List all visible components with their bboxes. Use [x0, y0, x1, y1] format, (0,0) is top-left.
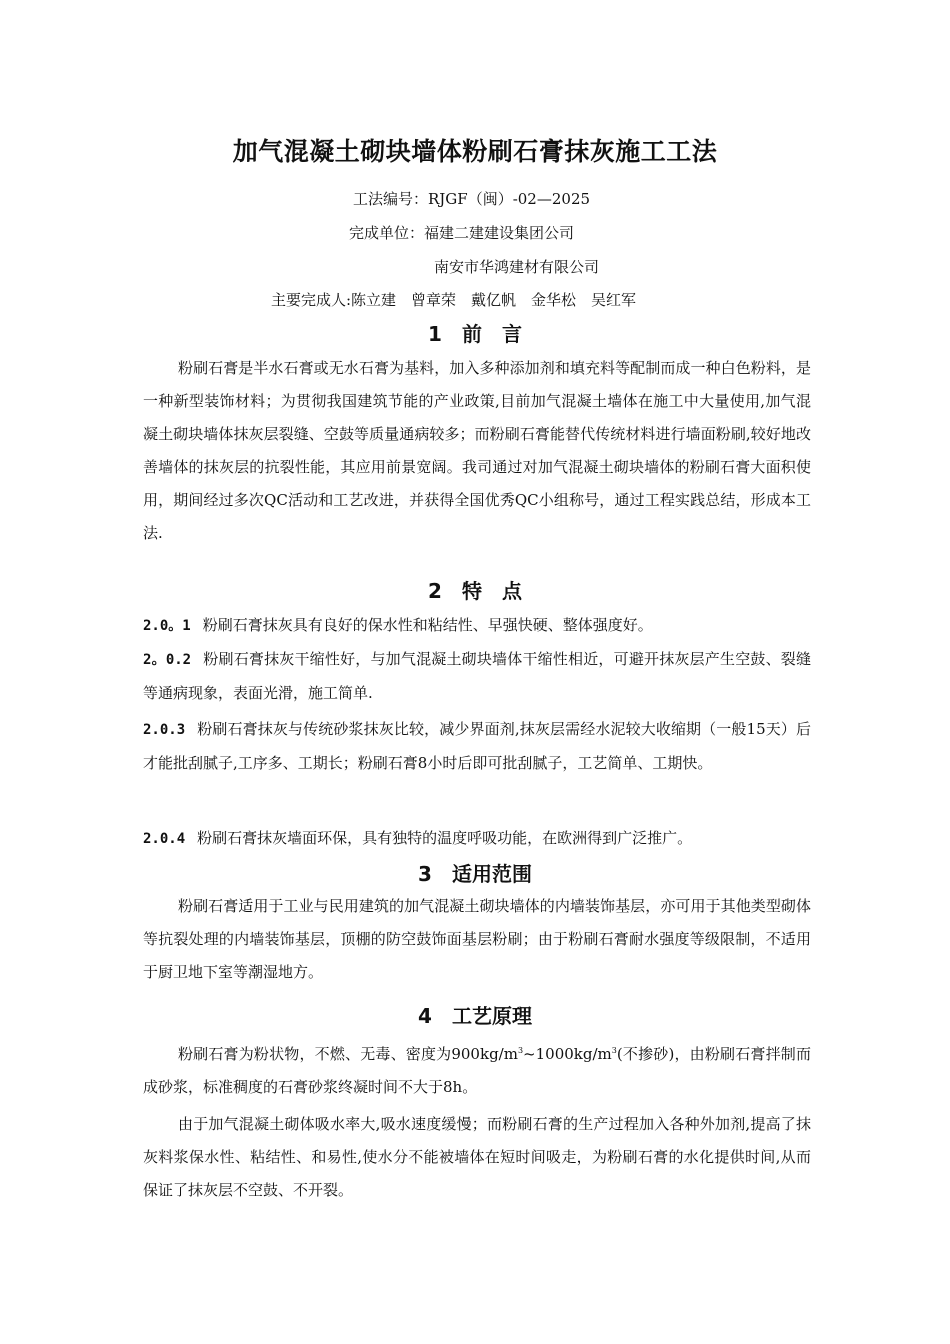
superscript-cube: 3 — [517, 1046, 524, 1055]
section-heading-2: 2 特 点 — [428, 579, 522, 603]
completion-unit-2: 南安市华鸿建材有限公司 — [434, 258, 600, 276]
density-text-start: 粉刷石膏为粉状物，不燃、无毒、密度为900kg/m — [178, 1045, 518, 1063]
feature-text: 粉刷石膏抹灰具有良好的保水性和粘结性、早强快硬、整体强度好。 — [202, 616, 653, 634]
completion-unit-1: 完成单位：福建二建建设集团公司 — [349, 224, 575, 242]
feature-number: 2.0。1 — [143, 618, 191, 634]
feature-text: 粉刷石膏抹灰与传统砂浆抹灰比较，减少界面剂,抹灰层需经水泥较大收缩期（一般15天）后才能批刮腻子,工序多、工期长；粉刷石膏8小时后即可批刮腻子，工艺简单、工期快。 — [143, 720, 811, 772]
section-heading-1: 1 前 言 — [428, 322, 522, 346]
density-text-mid: ~1000kg/m — [523, 1045, 612, 1063]
feature-item — [143, 609, 811, 643]
section-3-body: 粉刷石膏适用于工业与民用建筑的加气混凝土砌块墙体的内墙装饰基层，亦可用于其他类型砌体等抗裂处理的内墙装饰基层，顶棚的防空鼓饰面基层粉刷；由于粉刷石膏耐水强度等级限制，不适用于厨卫地下室等潮湿地方。 — [143, 897, 811, 981]
section-heading-3: 3 适用范围 — [418, 862, 532, 886]
section-heading-4: 4 工艺原理 — [418, 1004, 532, 1028]
section-4-paragraph-1 — [143, 1034, 811, 1104]
superscript-cube: 3 — [611, 1046, 617, 1055]
section-4-paragraph-2: 由于加气混凝土砌体吸水率大,吸水速度缓慢；而粉刷石膏的生产过程加入各种外加剂,提高了抹灰料浆保水性、粘结性、和易性,使水分不能被墙体在短时间吸走，为粉刷石膏的水化提供时间,从而保证了抹灰层不空鼓、不开裂。 — [143, 1115, 811, 1199]
feature-text: 粉刷石膏抹灰干缩性好，与加气混凝土砌块墙体干缩性相近，可避开抹灰层产生空鼓、裂缝等通病现象，表面光滑，施工简单. — [143, 650, 811, 702]
main-contributors: 主要完成人:陈立建 曾章荣 戴亿帆 金华松 吴红军 — [271, 291, 637, 309]
feature-item — [143, 713, 811, 780]
feature-item — [143, 822, 811, 856]
density-text-end: (不掺砂)，由粉刷石膏拌制而成砂浆，标准稠度的石膏砂浆终凝时间不大于8h。 — [143, 1045, 811, 1096]
feature-item — [143, 643, 811, 710]
document-title: 加气混凝土砌块墙体粉刷石膏抹灰施工工法 — [232, 137, 718, 166]
feature-number: 2。0.2 — [143, 652, 192, 668]
feature-text: 粉刷石膏抹灰墙面环保，具有独特的温度呼吸功能，在欧洲得到广泛推广。 — [197, 829, 693, 847]
method-code: 工法编号：RJGF（闽）-02—2025 — [353, 190, 591, 208]
feature-number: 2.0.4 — [143, 831, 186, 847]
feature-number: 2.0.3 — [143, 722, 186, 738]
section-1-body: 粉刷石膏是半水石膏或无水石膏为基料，加入多种添加剂和填充料等配制而成一种白色粉料，是一种新型装饰材料；为贯彻我国建筑节能的产业政策,目前加气混凝土墙体在施工中大量使用,加气混凝土砌块墙体抹灰层裂缝、空鼓等质量通病较多；而粉刷石膏能替代传统材料进行墙面粉刷,较好地改善墙体的抹灰层的抗裂性能，其应用前景宽阔。我司通过对加气混凝土砌块墙体的粉刷石膏大面积使用，期间经过多次QC活动和工艺改进，并获得全国优秀QC小组称号，通过工程实践总结，形成本工法. — [143, 359, 811, 542]
